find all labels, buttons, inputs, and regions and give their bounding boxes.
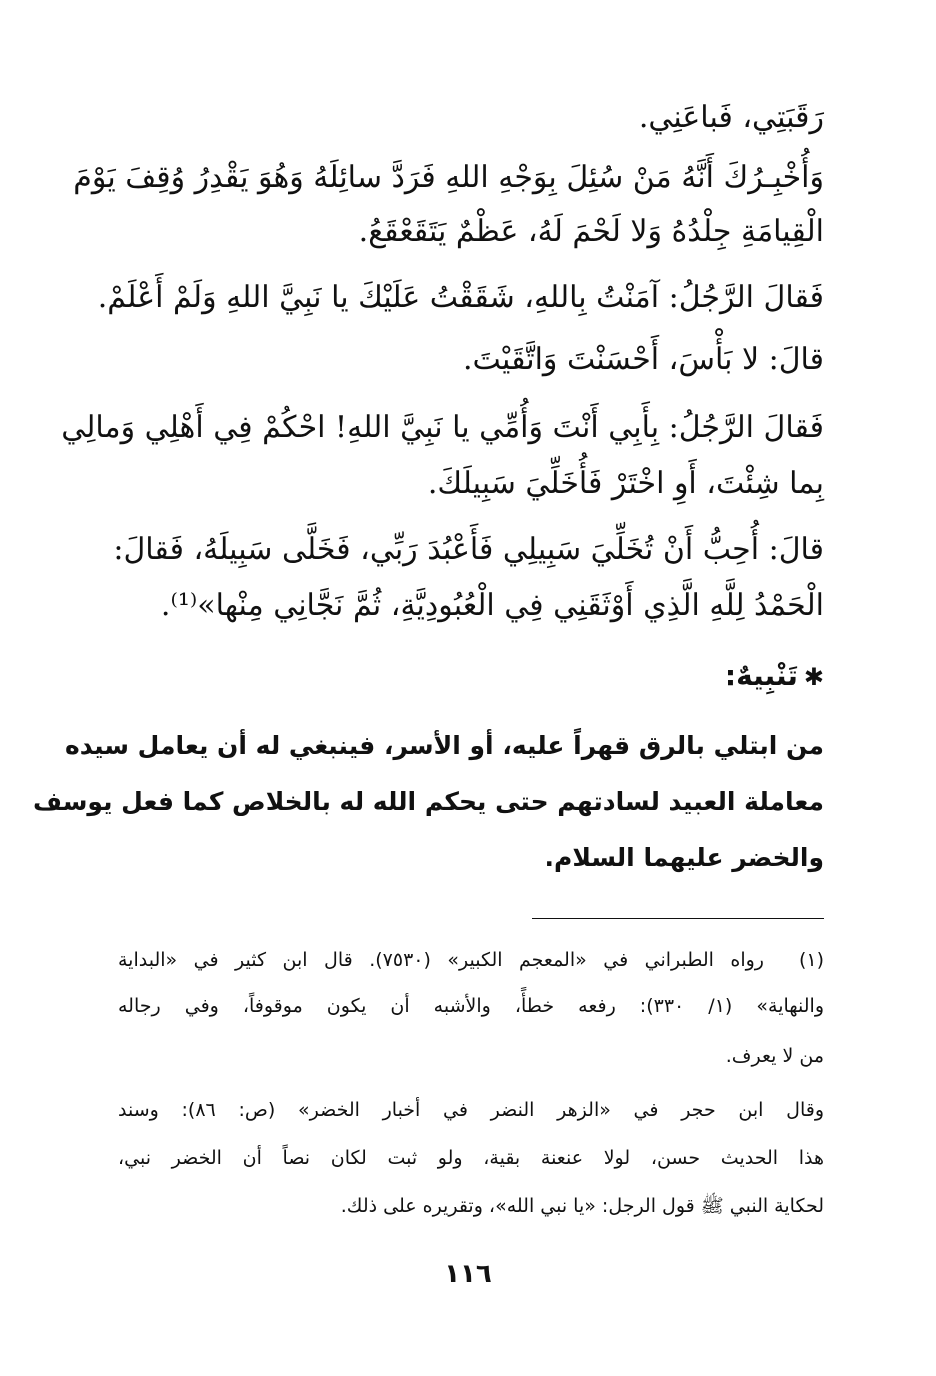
notice-label: تَنْبِيهٌ: <box>724 659 798 692</box>
asterisk-icon: ✱ <box>803 663 824 691</box>
main-text-line: فَقالَ الرَّجُلُ: آمَنْتُ بِاللهِ، شَقَقْتُ عَلَيْكَ يا نَبِيَّ اللهِ وَلَمْ أَعْلَمْ. <box>97 280 824 315</box>
footnote-number: (١) <box>798 949 824 971</box>
main-text-line: بِما شِئْتَ، أَوِ اخْتَرْ فَأُخَلِّيَ سَبِيلَكَ. <box>427 466 824 501</box>
footnote-line: والنهاية» (١/ ٣٣٠): رفعه خطأً، والأشبه أن يكون موقوفاً، وفي رجاله <box>118 995 825 1017</box>
page-number: ١١٦ <box>444 1259 492 1289</box>
notice-heading <box>725 656 824 697</box>
footnote-line: هذا الحديث حسن، لولا عنعنة بقية، ولو ثبت لكان نصاً أن الخضر نبي، <box>118 1147 824 1169</box>
notice-text-line: معاملة العبيد لسادتهم حتى يحكم الله له بالخلاص كما فعل يوسف <box>33 787 824 816</box>
notice-text-line: والخضر عليهما السلام. <box>544 843 824 872</box>
footnote-line: رواه الطبراني في «المعجم الكبير» (٧٥٣٠). قال ابن كثير في «البداية <box>118 949 764 971</box>
main-text-line: وَأُخْبِـرُكَ أَنَّهُ مَنْ سُئِلَ بِوَجْهِ اللهِ فَرَدَّ سائِلَهُ وَهُوَ يَقْدِرُ وُقِفَ يَوْمَ <box>73 160 824 195</box>
footnote-line: وقال ابن حجر في «الزهر النضر في أخبار الخضر» (ص: ٨٦): وسند <box>118 1099 824 1121</box>
main-text-line: فَقالَ الرَّجُلُ: بِأَبِي أَنْتَ وَأُمِّي يا نَبِيَّ اللهِ! احْكُمْ فِي أَهْلِي وَمالِي <box>61 410 824 445</box>
footnote-line: لحكاية النبي ﷺ قول الرجل: «يا نبي الله»، وتقريره على ذلك. <box>340 1195 824 1217</box>
main-text-line: الْحَمْدُ لِلَّهِ الَّذِي أَوْثَقَنِي فِي الْعُبُودِيَّةِ، ثُمَّ نَجَّانِي مِنْها»⁽¹⁾. <box>160 588 824 623</box>
main-text-line: رَقَبَتِي، فَباعَنِي. <box>638 100 824 135</box>
notice-text-line: من ابتلي بالرق قهراً عليه، أو الأسر، فينبغي له أن يعامل سيده <box>64 731 824 760</box>
main-text-line: قالَ: أُحِبُّ أَنْ تُخَلِّيَ سَبِيلِي فَأَعْبُدَ رَبِّي، فَخَلَّى سَبِيلَهُ، فَقالَ: <box>113 532 824 567</box>
main-text-line: الْقِيامَةِ جِلْدُهُ وَلا لَحْمَ لَهُ، عَظْمٌ يَتَقَعْقَعُ. <box>358 214 824 249</box>
footnote-line: من لا يعرف. <box>725 1045 824 1067</box>
footnote-separator <box>532 918 824 919</box>
main-text-line: قالَ: لا بَأْسَ، أَحْسَنْتَ وَاتَّقَيْتَ. <box>463 342 824 377</box>
